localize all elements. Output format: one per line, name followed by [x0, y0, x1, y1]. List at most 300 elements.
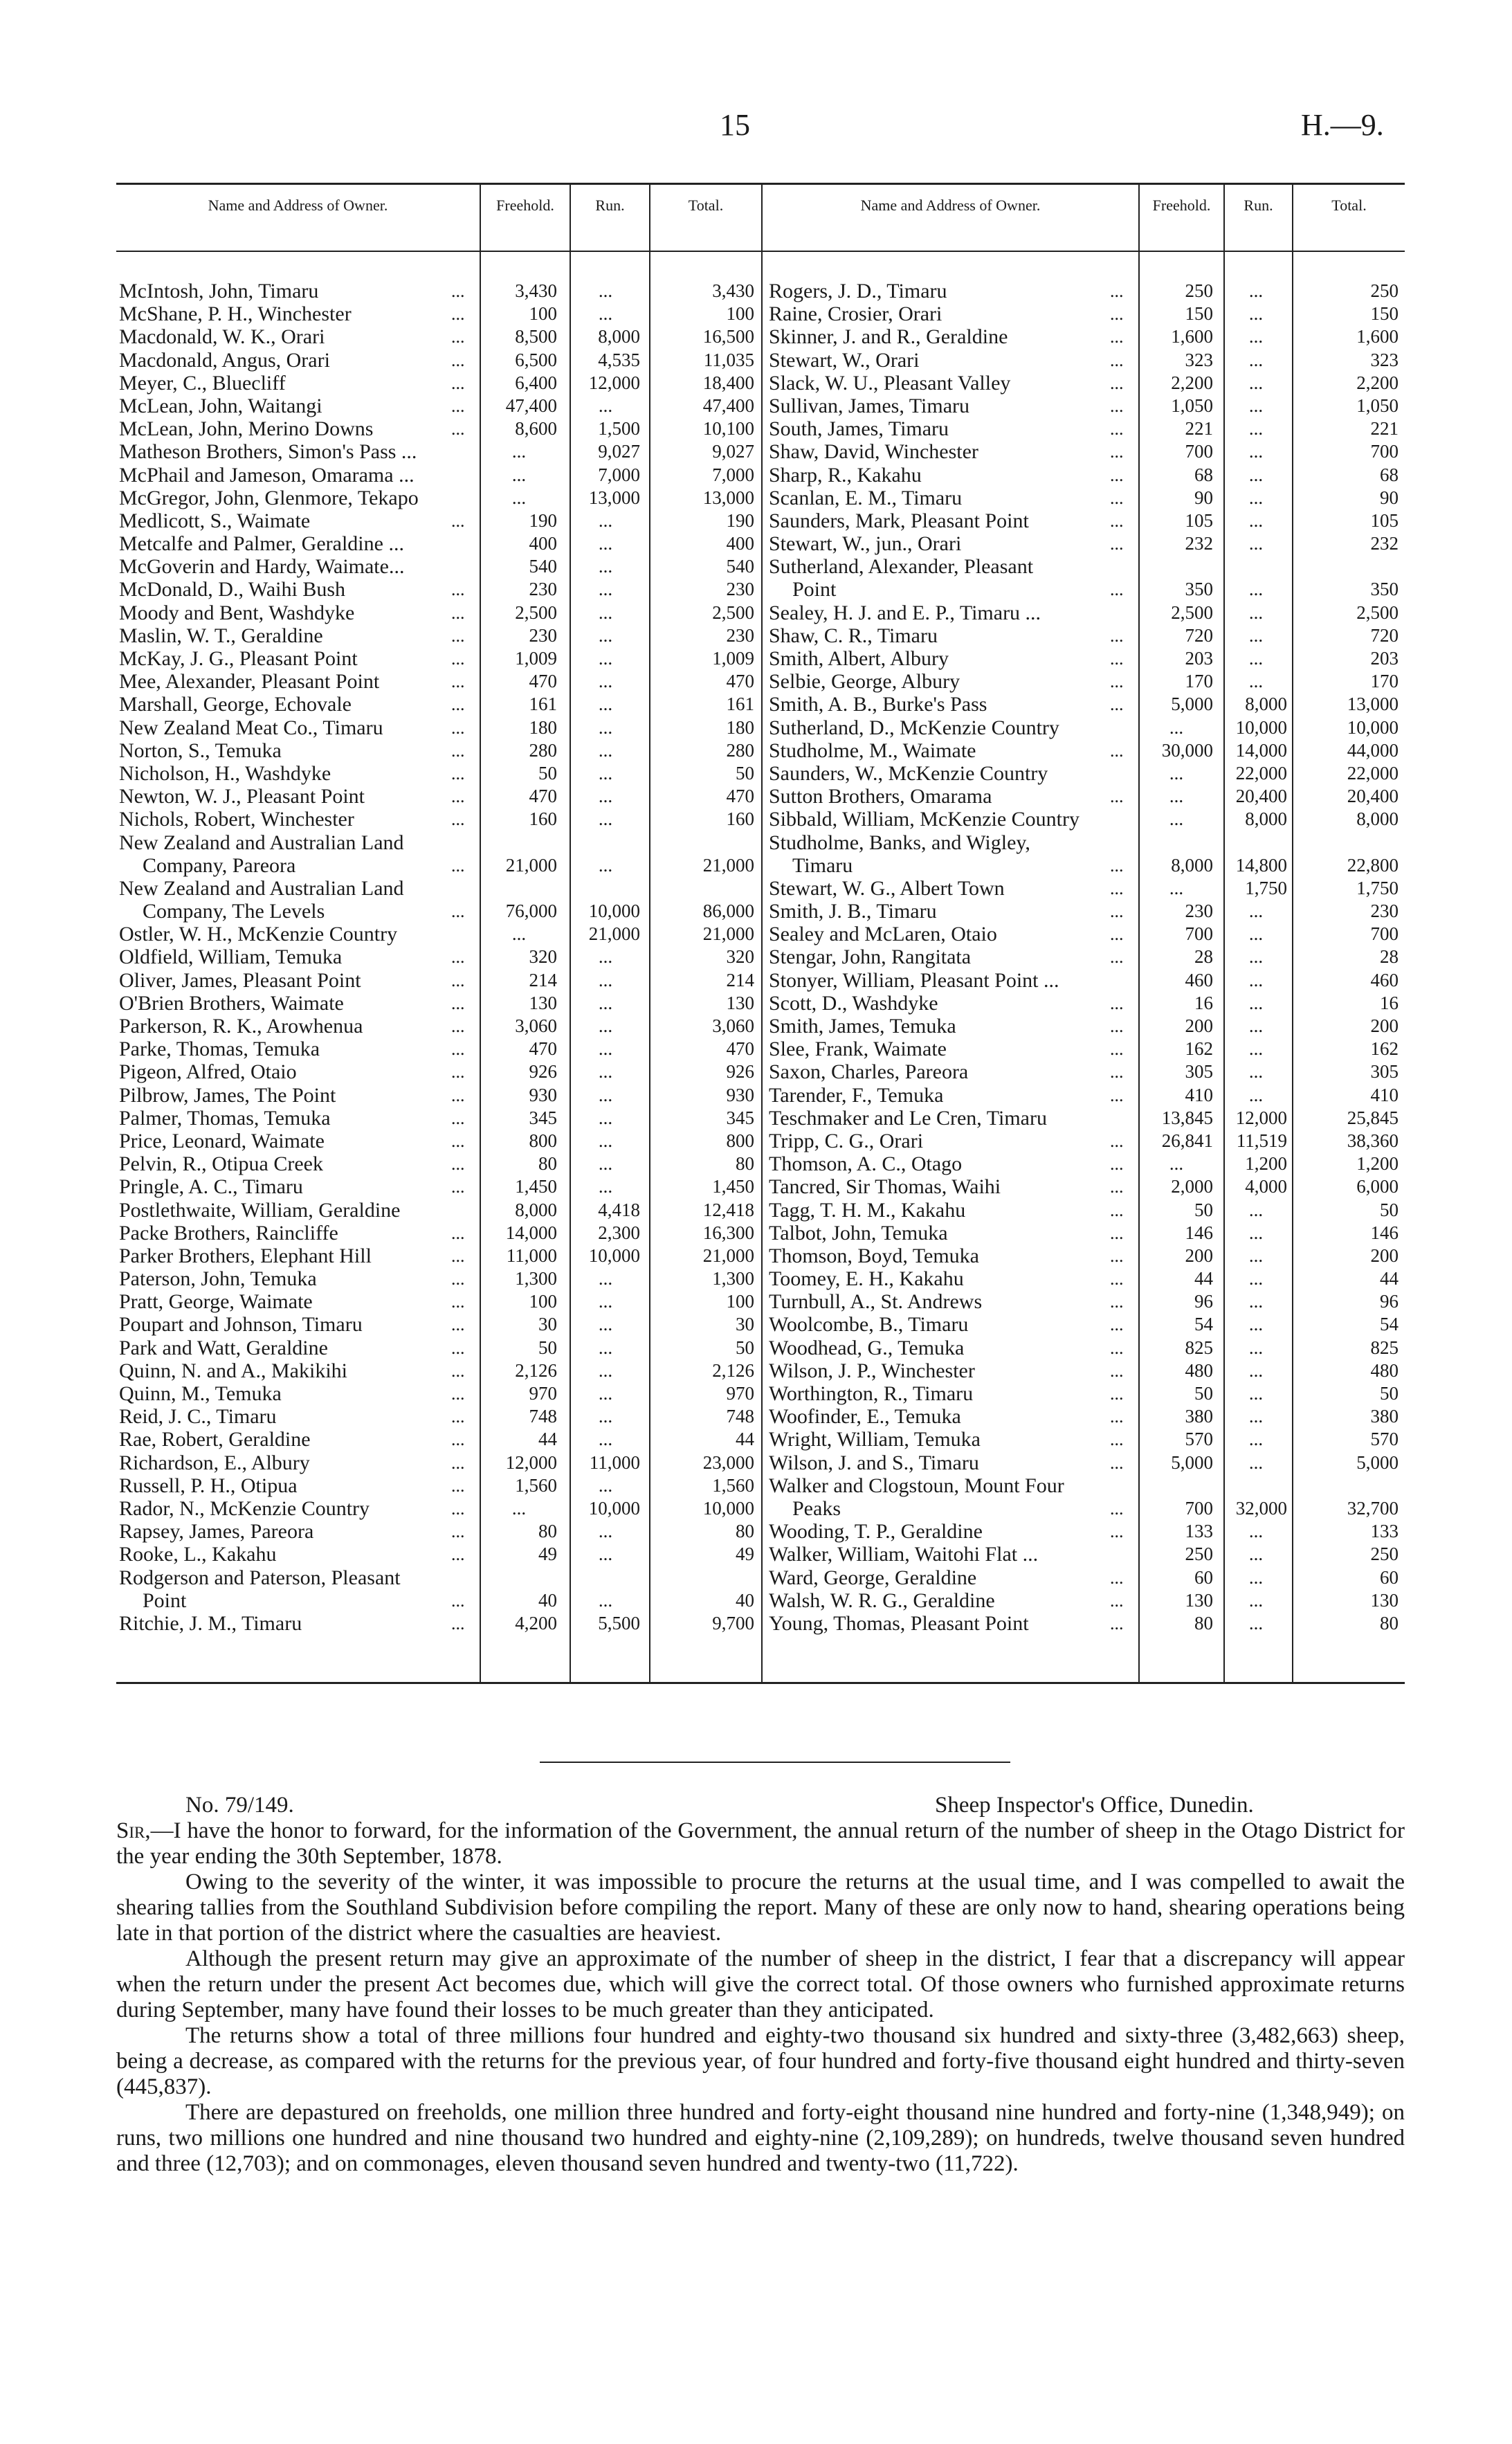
run-cell: 10,000 — [1235, 716, 1287, 738]
run-cell: ... — [1248, 969, 1264, 990]
total-cell: 3,430 — [712, 280, 754, 301]
freehold-cell: 26,841 — [1161, 1130, 1213, 1151]
leader-dots: ... — [1110, 625, 1124, 646]
owner-name — [119, 1520, 444, 1543]
freehold-cell: 161 — [529, 694, 557, 715]
owner-name — [769, 1015, 1108, 1038]
freehold-cell: 8,600 — [515, 418, 557, 440]
table-row — [119, 762, 759, 785]
col-rule — [761, 183, 763, 1682]
leader-dots: ... — [451, 1314, 465, 1335]
table-header-rule — [116, 251, 1405, 252]
table-row — [119, 464, 759, 487]
total-cell: 40 — [736, 1589, 754, 1611]
table-row — [119, 1084, 759, 1107]
freehold-cell: 8,000 — [515, 1199, 557, 1220]
owner-name-line: Slack, W. U., Pleasant Valley — [769, 371, 1011, 395]
run-cell: 8,000 — [1245, 808, 1287, 830]
total-cell: 570 — [1370, 1429, 1399, 1450]
total-cell: 21,000 — [702, 1244, 754, 1266]
run-cell: ... — [598, 1015, 613, 1037]
owner-name-line: New Zealand and Australian Land — [119, 831, 404, 854]
owner-name — [119, 1451, 444, 1474]
leader-dots: ... — [1110, 579, 1124, 600]
leader-dots: ... — [1110, 1590, 1124, 1611]
run-cell: 4,418 — [598, 1199, 640, 1220]
freehold-cell: 6,400 — [515, 372, 557, 393]
owner-name — [769, 440, 1108, 463]
owner-name — [769, 670, 1108, 693]
owner-name-line: Newton, W. J., Pleasant Point — [119, 785, 365, 808]
table-row — [769, 532, 1403, 555]
freehold-cell: 2,500 — [1171, 601, 1213, 623]
total-cell: 323 — [1370, 349, 1399, 370]
freehold-cell: 2,000 — [1171, 1176, 1213, 1197]
table-row — [119, 302, 759, 325]
freehold-cell: 200 — [1185, 1015, 1213, 1037]
owner-name-line: Sharp, R., Kakahu — [769, 463, 922, 487]
freehold-cell: 480 — [1185, 1359, 1213, 1381]
owner-name-line: Smith, J. B., Timaru — [769, 900, 937, 923]
freehold-cell: 44 — [538, 1429, 557, 1450]
run-cell: ... — [1248, 487, 1264, 508]
owner-name — [769, 1107, 1108, 1130]
owner-name — [119, 1543, 444, 1566]
leader-dots: ... — [451, 1085, 465, 1105]
freehold-cell: 221 — [1185, 418, 1213, 440]
owner-name — [769, 1566, 1108, 1589]
owner-name-line: Ritchie, J. M., Timaru — [119, 1611, 302, 1635]
run-cell: ... — [598, 395, 613, 416]
total-cell: 13,000 — [702, 487, 754, 508]
total-cell: 800 — [726, 1130, 754, 1151]
owner-name-line: Slee, Frank, Waimate — [769, 1038, 947, 1061]
table-row — [769, 440, 1403, 463]
run-cell: 12,000 — [1235, 1107, 1287, 1128]
owner-name — [769, 395, 1108, 417]
run-cell: ... — [1248, 509, 1264, 531]
owner-name-line: McDonald, D., Waihi Bush — [119, 578, 346, 601]
total-cell: 7,000 — [712, 464, 754, 485]
run-cell: 14,800 — [1235, 854, 1287, 876]
total-cell: 1,009 — [712, 648, 754, 669]
owner-name-line: Stengar, John, Rangitata — [769, 945, 972, 969]
owner-name — [119, 325, 444, 348]
freehold-cell: 200 — [1185, 1244, 1213, 1266]
freehold-cell: 80 — [538, 1521, 557, 1542]
run-cell: ... — [1248, 1268, 1264, 1289]
run-cell: ... — [598, 762, 613, 784]
total-cell: 80 — [736, 1153, 754, 1175]
run-cell: ... — [598, 1589, 613, 1611]
owner-name — [769, 1405, 1108, 1428]
owner-name — [769, 1244, 1108, 1267]
owner-name — [119, 1566, 444, 1612]
owner-name-line: Studholme, Banks, and Wigley, — [769, 831, 1030, 854]
owner-name-line: New Zealand and Australian Land — [119, 876, 404, 900]
total-cell: 10,000 — [1347, 716, 1399, 738]
letter-paragraph-1 — [116, 1818, 1405, 1870]
total-cell: 380 — [1370, 1406, 1399, 1427]
run-cell: ... — [1248, 946, 1264, 968]
owner-name-line: Oldfield, William, Temuka — [119, 945, 343, 969]
run-cell: ... — [1248, 1291, 1264, 1312]
table-row — [769, 1060, 1403, 1083]
table-row — [119, 1313, 759, 1336]
total-cell: 160 — [726, 808, 754, 830]
total-cell: 400 — [726, 533, 754, 554]
table-row — [769, 1152, 1403, 1175]
owner-name-line: Nichols, Robert, Winchester — [119, 808, 354, 831]
owner-name-line: Sutherland, D., McKenzie Country — [769, 716, 1059, 739]
owner-name — [119, 395, 444, 417]
leader-dots: ... — [451, 763, 465, 784]
table-row — [769, 1520, 1403, 1543]
owner-name-line: Turnbull, A., St. Andrews — [769, 1290, 983, 1314]
owner-name — [119, 739, 444, 762]
owner-name-line: Wright, William, Temuka — [769, 1428, 981, 1451]
leader-dots: ... — [1110, 1016, 1124, 1037]
owner-name — [119, 1130, 444, 1152]
owner-name-line: Young, Thomas, Pleasant Point — [769, 1611, 1029, 1635]
owner-name — [119, 831, 444, 877]
run-cell: ... — [598, 280, 613, 301]
total-cell: 200 — [1370, 1015, 1399, 1037]
total-cell: 470 — [726, 671, 754, 692]
owner-name-line: Packe Brothers, Raincliffe — [119, 1221, 338, 1244]
total-cell: 1,560 — [712, 1474, 754, 1496]
owner-name-line: Pigeon, Alfred, Otaio — [119, 1060, 297, 1084]
leader-dots: ... — [451, 1384, 465, 1404]
total-cell: 170 — [1370, 671, 1399, 692]
freehold-cell: 2,126 — [515, 1359, 557, 1381]
owner-name — [769, 693, 1108, 716]
leader-dots: ... — [451, 1292, 465, 1312]
table-row — [769, 1474, 1403, 1520]
owner-name — [119, 1152, 444, 1175]
table-top-rule — [116, 183, 1405, 185]
leader-dots: ... — [1110, 1360, 1124, 1381]
leader-dots: ... — [451, 993, 465, 1013]
freehold-cell: 305 — [1185, 1061, 1213, 1083]
freehold-cell: ... — [1169, 877, 1184, 898]
freehold-cell: 50 — [1194, 1199, 1213, 1220]
table-row — [769, 969, 1403, 992]
owner-name-line: Wilson, J. P., Winchester — [769, 1359, 975, 1382]
owner-name — [119, 762, 444, 785]
owner-name — [769, 1428, 1108, 1451]
freehold-cell: 320 — [529, 946, 557, 968]
freehold-cell: ... — [1169, 762, 1184, 784]
run-cell: ... — [598, 946, 613, 968]
owner-name-line: Sutherland, Alexander, Pleasant — [769, 555, 1034, 579]
owner-name-line: Quinn, N. and A., Makikihi — [119, 1359, 347, 1382]
header-run-left: Run. — [595, 197, 625, 214]
run-cell: ... — [598, 1084, 613, 1105]
owners-table — [116, 183, 1405, 1685]
freehold-cell: 5,000 — [1171, 1451, 1213, 1473]
owner-name — [119, 785, 444, 808]
leader-dots: ... — [1110, 1452, 1124, 1473]
run-cell: ... — [1248, 1429, 1264, 1450]
leader-dots: ... — [1110, 281, 1124, 301]
table-row — [769, 1130, 1403, 1152]
run-cell: ... — [1248, 1061, 1264, 1083]
run-cell: ... — [1248, 372, 1264, 393]
freehold-cell: 930 — [529, 1084, 557, 1105]
total-cell: 130 — [726, 992, 754, 1013]
leader-dots: ... — [451, 1130, 465, 1151]
freehold-cell: 49 — [538, 1544, 557, 1565]
run-cell: ... — [1248, 1222, 1264, 1243]
total-cell: 68 — [1380, 464, 1399, 485]
owner-name — [769, 1152, 1108, 1175]
owner-name-line: Sibbald, William, McKenzie Country — [769, 808, 1080, 831]
run-cell: 9,027 — [598, 441, 640, 462]
owner-name-line: Talbot, John, Temuka — [769, 1221, 948, 1244]
table-row — [769, 417, 1403, 440]
document-code: H.—9. — [1301, 108, 1384, 142]
freehold-cell: ... — [511, 923, 527, 945]
owner-name-line: McKay, J. G., Pleasant Point — [119, 647, 358, 670]
header-name-left: Name and Address of Owner. — [208, 197, 388, 214]
table-row — [119, 624, 759, 647]
owner-name — [769, 808, 1108, 831]
owner-name — [769, 325, 1108, 348]
total-cell: 320 — [726, 946, 754, 968]
owner-name — [119, 555, 444, 578]
run-cell: 11,519 — [1236, 1130, 1287, 1151]
owner-name — [769, 487, 1108, 509]
run-cell: ... — [1248, 624, 1264, 646]
header-name-right: Name and Address of Owner. — [860, 197, 1041, 214]
owner-name — [769, 1130, 1108, 1152]
owner-name-line: Sutton Brothers, Omarama — [769, 785, 992, 808]
freehold-cell: 146 — [1185, 1222, 1213, 1243]
owner-name-line: Russell, P. H., Otipua — [119, 1474, 298, 1497]
owner-name-line: Walsh, W. R. G., Geraldine — [769, 1588, 995, 1612]
owner-name — [769, 877, 1108, 900]
freehold-cell: 926 — [529, 1061, 557, 1083]
leader-dots: ... — [1110, 993, 1124, 1013]
owner-name-line: Sealey and McLaren, Otaio — [769, 923, 997, 946]
owner-name — [769, 1084, 1108, 1107]
total-cell: 146 — [1370, 1222, 1399, 1243]
owner-name — [769, 349, 1108, 372]
table-row — [119, 1107, 759, 1130]
leader-dots: ... — [1110, 510, 1124, 531]
run-cell: ... — [1248, 1589, 1264, 1611]
total-cell: 470 — [726, 786, 754, 807]
leader-dots: ... — [1110, 487, 1124, 508]
owner-name — [119, 923, 444, 945]
total-cell: 2,126 — [712, 1359, 754, 1381]
right-column — [769, 280, 1403, 1635]
freehold-cell: 3,060 — [515, 1015, 557, 1037]
leader-dots: ... — [1110, 1406, 1124, 1427]
owner-name — [769, 1267, 1108, 1290]
table-row — [119, 1382, 759, 1405]
owner-name-continuation: Peaks — [792, 1496, 841, 1520]
owner-name — [769, 762, 1108, 785]
leader-dots: ... — [1110, 1130, 1124, 1151]
table-row — [769, 302, 1403, 325]
table-row — [119, 739, 759, 762]
freehold-cell: 100 — [529, 1291, 557, 1312]
total-cell: 230 — [726, 624, 754, 646]
owner-name — [769, 923, 1108, 945]
table-row — [769, 1428, 1403, 1451]
total-cell: 1,050 — [1356, 395, 1399, 416]
owner-name-line: Shaw, C. R., Timaru — [769, 624, 938, 647]
freehold-cell: 6,500 — [515, 349, 557, 370]
table-row — [769, 1543, 1403, 1566]
total-cell: 13,000 — [1347, 694, 1399, 715]
run-cell: ... — [598, 1176, 613, 1197]
freehold-cell: 230 — [1185, 900, 1213, 922]
leader-dots: ... — [1110, 740, 1124, 761]
owner-name-line: Pilbrow, James, The Point — [119, 1083, 336, 1107]
owner-name — [119, 1474, 444, 1497]
leader-dots: ... — [451, 947, 465, 968]
table-row — [769, 945, 1403, 968]
owner-name — [119, 302, 444, 325]
total-cell: 214 — [726, 969, 754, 990]
owner-name-line: Parker Brothers, Elephant Hill — [119, 1244, 372, 1267]
left-column — [119, 280, 759, 1635]
owner-name-line: Metcalfe and Palmer, Geraldine ... — [119, 532, 404, 556]
owner-name-line: McShane, P. H., Winchester — [119, 302, 352, 326]
leader-dots: ... — [1110, 1085, 1124, 1105]
owner-name-line: Worthington, R., Timaru — [769, 1382, 974, 1406]
table-row — [119, 1130, 759, 1152]
table-row — [769, 647, 1403, 670]
freehold-cell: 1,009 — [515, 648, 557, 669]
total-cell: 1,750 — [1356, 877, 1399, 898]
leader-dots: ... — [1110, 901, 1124, 922]
owner-name — [119, 1428, 444, 1451]
table-row — [769, 808, 1403, 831]
table-row — [119, 1267, 759, 1290]
freehold-cell: 470 — [529, 1038, 557, 1060]
owner-name-line: New Zealand Meat Co., Timaru — [119, 716, 383, 739]
owner-name — [769, 464, 1108, 487]
run-cell: ... — [598, 303, 613, 325]
owner-name-line: Mee, Alexander, Pleasant Point — [119, 670, 380, 694]
total-cell: 470 — [726, 1038, 754, 1060]
owner-name — [119, 808, 444, 831]
owner-name — [119, 417, 444, 440]
leader-dots: ... — [1110, 442, 1124, 462]
table-row — [769, 1405, 1403, 1428]
owner-name-line: Tripp, C. G., Orari — [769, 1129, 924, 1152]
letter-paragraph-4: The returns show a total of three millions four hundred and eighty-two thousand six hundred and sixty-three (3,482,663) sheep, being a decrease, as compared with the returns for the previous year, of four hundred and forty-five thousand eight hundred and thirty-seven (445,837). — [116, 2023, 1405, 2099]
table-row — [119, 969, 759, 992]
table-row — [119, 693, 759, 716]
table-bottom-rule — [116, 1682, 1405, 1684]
total-cell: 305 — [1370, 1061, 1399, 1083]
leader-dots: ... — [1110, 1613, 1124, 1633]
total-cell: 410 — [1370, 1084, 1399, 1105]
freehold-cell: 160 — [529, 808, 557, 830]
header-run-right: Run. — [1244, 197, 1273, 214]
run-cell: ... — [1248, 992, 1264, 1013]
run-cell: ... — [1248, 1612, 1264, 1633]
owner-name — [769, 1038, 1108, 1060]
leader-dots: ... — [451, 1360, 465, 1381]
total-cell: 221 — [1370, 418, 1399, 440]
freehold-cell: 96 — [1194, 1291, 1213, 1312]
owner-name — [769, 417, 1108, 440]
owner-name — [119, 1038, 444, 1060]
owner-name — [119, 1359, 444, 1382]
leader-dots: ... — [451, 1613, 465, 1633]
run-cell: ... — [598, 1153, 613, 1175]
run-cell: ... — [598, 808, 613, 830]
owner-name-line: Rodgerson and Paterson, Pleasant — [119, 1566, 401, 1589]
letter-paragraph-5: There are depastured on freeholds, one million three hundred and forty-eight thousand nine hundred and forty-nine (1,348,949); on runs, two millions one hundred and nine thousand two hundred and eighty-nine (2,109,289); on hundreds, twelve thousand seven hundred and three (12,703); and on commonages, eleven thousand seven hundred and twenty-two (11,722). — [116, 2100, 1405, 2176]
run-cell: ... — [598, 509, 613, 531]
table-row — [769, 1589, 1403, 1612]
owner-name — [119, 716, 444, 739]
run-cell: ... — [1248, 1359, 1264, 1381]
leader-dots: ... — [1110, 1314, 1124, 1335]
owner-name — [119, 349, 444, 372]
owner-name — [769, 302, 1108, 325]
freehold-cell: 570 — [1185, 1429, 1213, 1450]
total-cell: 38,360 — [1347, 1130, 1399, 1151]
table-row — [119, 1038, 759, 1060]
owner-name-line: Meyer, C., Bluecliff — [119, 371, 286, 395]
freehold-cell: ... — [511, 487, 527, 508]
total-cell: 105 — [1370, 509, 1399, 531]
table-row — [119, 509, 759, 532]
freehold-cell: 380 — [1185, 1406, 1213, 1427]
leader-dots: ... — [451, 786, 465, 807]
run-cell: 8,000 — [1245, 694, 1287, 715]
run-cell: ... — [598, 533, 613, 554]
freehold-cell: 80 — [538, 1153, 557, 1175]
owner-name — [119, 1337, 444, 1359]
total-cell: 90 — [1380, 487, 1399, 508]
table-row — [769, 992, 1403, 1015]
owner-name-line: Rae, Robert, Geraldine — [119, 1428, 311, 1451]
total-cell: 1,450 — [712, 1176, 754, 1197]
table-row — [769, 1359, 1403, 1382]
total-cell: 50 — [1380, 1199, 1399, 1220]
owner-name — [119, 1175, 444, 1198]
owner-name — [119, 945, 444, 968]
table-row — [769, 716, 1403, 739]
freehold-cell: 345 — [529, 1107, 557, 1128]
freehold-cell: 60 — [1194, 1566, 1213, 1588]
salutation: Sir, — [116, 1818, 151, 1843]
owner-name — [769, 1589, 1108, 1612]
total-cell: 162 — [1370, 1038, 1399, 1060]
owner-name — [119, 487, 444, 509]
owner-name — [119, 877, 444, 923]
freehold-cell: 11,000 — [506, 1244, 557, 1266]
table-row — [769, 1451, 1403, 1474]
freehold-cell: 400 — [529, 533, 557, 554]
owner-name-line: Wilson, J. and S., Timaru — [769, 1451, 979, 1474]
leader-dots: ... — [451, 1521, 465, 1542]
table-row — [119, 1199, 759, 1222]
owner-name — [119, 1199, 444, 1222]
freehold-cell: 8,000 — [1171, 854, 1213, 876]
owner-name — [119, 992, 444, 1015]
leader-dots: ... — [451, 1406, 465, 1427]
